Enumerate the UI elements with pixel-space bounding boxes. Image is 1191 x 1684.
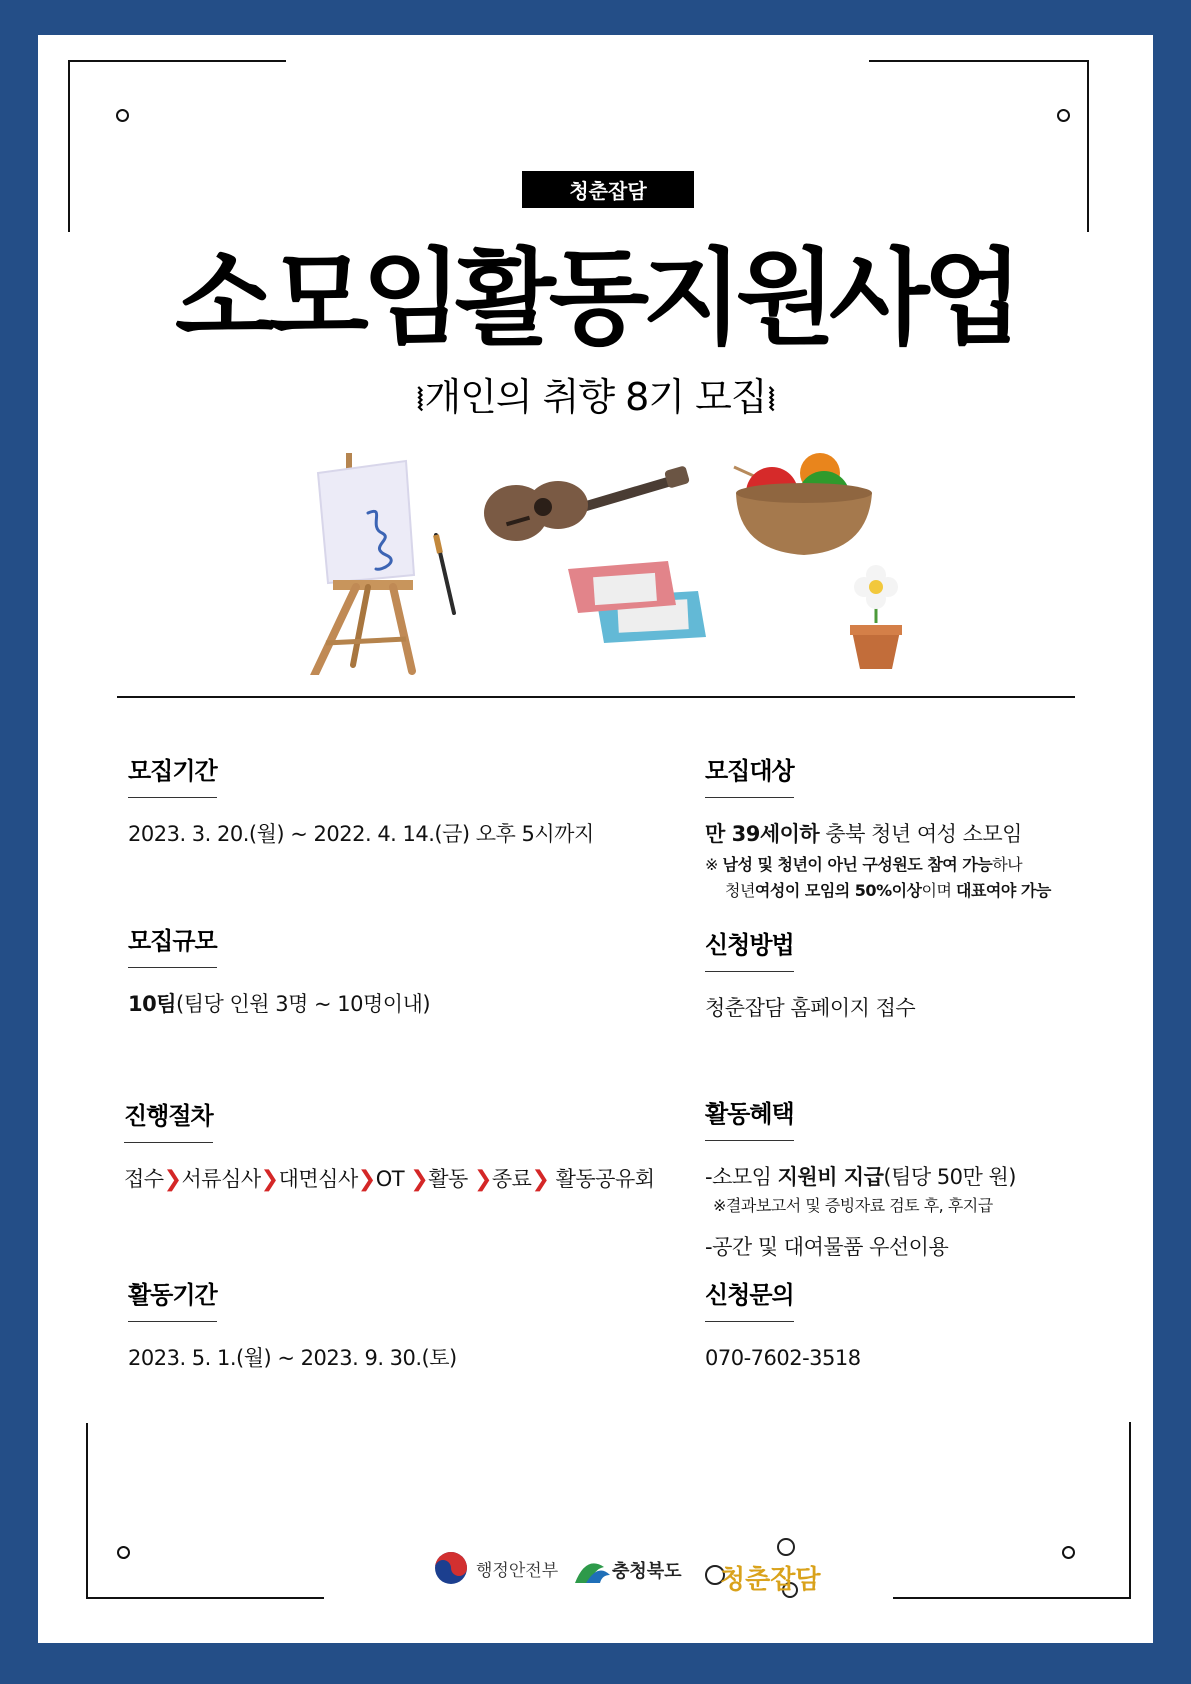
recruit-scale-bold: 10팀 — [128, 992, 177, 1016]
poster-page — [38, 35, 1153, 1643]
section-recruit-scale — [128, 925, 430, 1018]
process-step: 접수 — [124, 1167, 164, 1191]
ukulele-icon — [484, 465, 690, 541]
section-recruit-period — [128, 755, 594, 848]
section-recruit-target — [705, 755, 1051, 904]
arrow-right-icon: ❯ — [531, 1167, 550, 1192]
section-heading: 모집기간 — [128, 755, 217, 798]
brand-tag: 청춘잡담 — [522, 171, 694, 208]
note-part: 이며 — [921, 881, 957, 900]
section-activity-period — [128, 1279, 457, 1372]
process-steps — [124, 1165, 655, 1194]
benefit-1-note: ※결과보고서 및 증빙자료 검토 후, 후지급 — [713, 1196, 993, 1215]
brand-logo-text: 청춘잡담 — [720, 1565, 821, 1595]
page-title: 소모임활동지원사업 — [174, 237, 1017, 359]
mois-logo-text: 행정안전부 — [476, 1561, 559, 1581]
easel-icon — [314, 453, 414, 675]
benefit-text: (팀당 50만 원) — [883, 1165, 1016, 1189]
chungbuk-logo-icon — [575, 1563, 610, 1583]
section-heading: 활동기간 — [128, 1279, 217, 1322]
frame-bottom-right-v — [1129, 1422, 1131, 1599]
process-step: 서류심사 — [181, 1167, 261, 1191]
process-step: 대면심사 — [278, 1167, 358, 1191]
recruit-scale-rest: (팀당 인원 3명 ~ 10명이내) — [176, 992, 431, 1016]
recruit-period-text: 2023. 3. 20.(월) ~ 2022. 4. 14.(금) 오후 5시까지 — [128, 822, 594, 846]
chungbuk-logo-text: 충청북도 — [612, 1561, 682, 1582]
section-heading: 모집대상 — [705, 755, 794, 798]
recruit-target-bold: 만 39세이하 — [705, 822, 820, 846]
note-bold: 여성이 모임의 50%이상 — [754, 881, 922, 900]
note-bold: 남성 및 청년이 아닌 구성원도 참여 가능 — [722, 855, 993, 874]
section-heading: 신청문의 — [705, 1279, 794, 1322]
benefit-bold: 지원비 지급 — [777, 1165, 884, 1189]
arrow-right-icon: ❯ — [473, 1167, 492, 1192]
section-heading: 진행절차 — [124, 1100, 213, 1143]
recruit-target-text — [705, 820, 1051, 848]
recruit-target-rest: 충북 청년 여성 소모임 — [819, 822, 1022, 846]
frame-ring-icon — [117, 1546, 130, 1559]
subtitle-text: 개인의 취향 8기 모집 — [424, 375, 767, 419]
note-part: 청년 — [725, 881, 755, 900]
brand-logo-icon — [706, 1539, 821, 1597]
process-step: 종료 — [491, 1167, 532, 1191]
note-rest: 하나 — [992, 855, 1023, 874]
arrow-right-icon: ❯ — [410, 1167, 429, 1192]
benefit-text: -소모임 — [705, 1165, 778, 1189]
process-step: 활동 — [428, 1167, 468, 1191]
section-heading: 신청방법 — [705, 929, 794, 972]
paintbrush-icon — [436, 535, 454, 613]
flower-pot-icon — [850, 565, 902, 669]
section-heading: 활동혜택 — [705, 1098, 794, 1141]
hobby-illustration — [38, 35, 1153, 675]
process-step: OT — [375, 1167, 405, 1191]
frame-bottom-left-h — [86, 1597, 324, 1599]
section-divider — [117, 696, 1075, 698]
frame-bottom-right-h — [893, 1597, 1131, 1599]
process-step: 활동공유회 — [555, 1167, 655, 1191]
benefit-2: -공간 및 대여물품 우선이용 — [705, 1235, 949, 1259]
section-heading: 모집규모 — [128, 925, 217, 968]
note-mark: ※ — [705, 855, 723, 874]
frame-bottom-left-v — [86, 1423, 88, 1599]
section-benefits — [705, 1098, 1016, 1261]
benefit-1 — [705, 1163, 1016, 1191]
zigzag-left-icon: ⦚ — [417, 383, 423, 418]
section-apply-method — [705, 929, 915, 1022]
arrow-right-icon: ❯ — [357, 1167, 376, 1192]
yarn-bowl-icon — [734, 453, 872, 555]
inquiry-phone: 070-7602-3518 — [705, 1346, 861, 1370]
recruit-target-note-1 — [705, 852, 1051, 878]
mois-logo-icon — [435, 1552, 467, 1584]
section-inquiry — [705, 1279, 861, 1372]
activity-period-text: 2023. 5. 1.(월) ~ 2023. 9. 30.(토) — [128, 1346, 457, 1370]
apply-method-text: 청춘잡담 홈페이지 접수 — [705, 996, 916, 1020]
arrow-right-icon: ❯ — [260, 1167, 279, 1192]
section-process — [124, 1100, 655, 1194]
recruit-target-note-2 — [705, 878, 1051, 904]
arrow-right-icon: ❯ — [163, 1167, 182, 1192]
frame-ring-icon — [1062, 1546, 1075, 1559]
zigzag-right-icon: ⦚ — [768, 383, 774, 418]
note-bold: 대표여야 가능 — [956, 881, 1051, 900]
recruit-scale-text — [128, 990, 430, 1018]
books-icon — [568, 561, 706, 643]
